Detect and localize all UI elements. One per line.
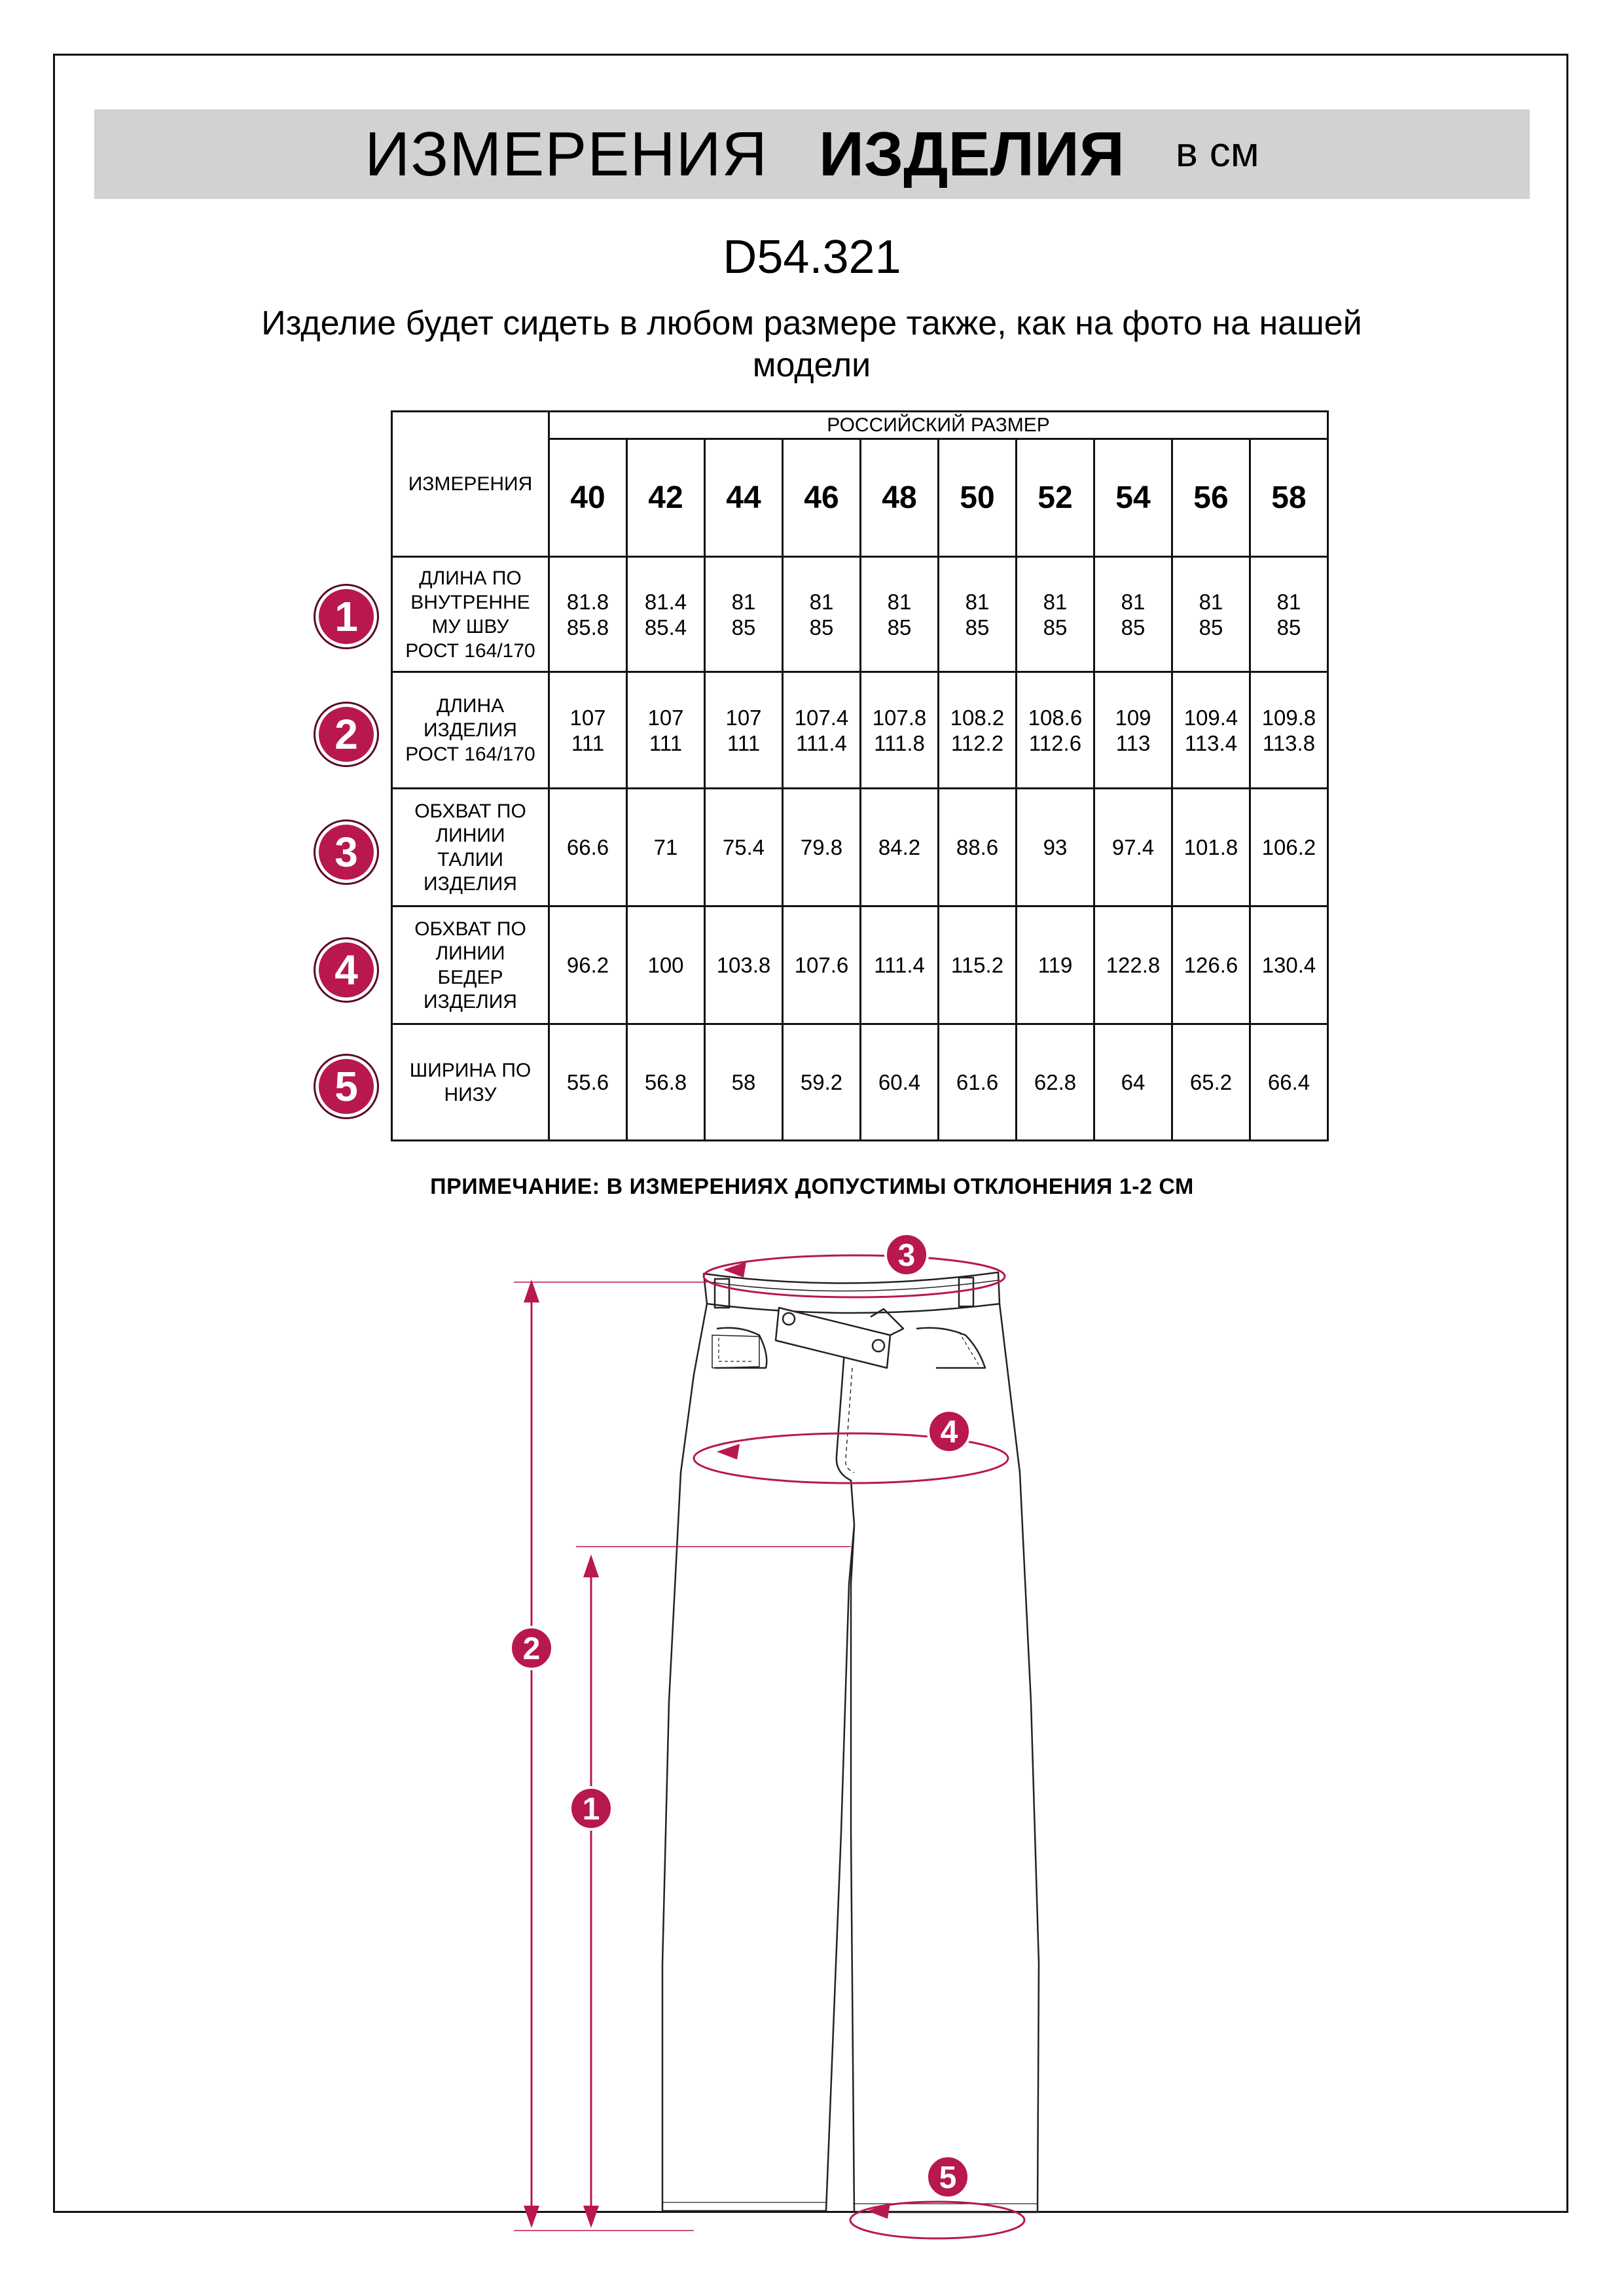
value-line: 64 bbox=[1121, 1070, 1146, 1094]
value-line: 97.4 bbox=[1111, 835, 1155, 859]
value-line: 62.8 bbox=[1034, 1070, 1077, 1094]
size-header-52: 52 bbox=[1017, 439, 1094, 557]
value-line: 103.8 bbox=[716, 953, 771, 977]
row-marker-4: 4 bbox=[316, 939, 377, 1001]
value-line: 109 bbox=[1115, 705, 1151, 730]
value-line: 81 bbox=[1199, 589, 1223, 614]
row-label-line: ЛИНИИ bbox=[435, 942, 505, 964]
value-line: 109.4 bbox=[1183, 705, 1238, 730]
row-label-line: РОСТ 164/170 bbox=[405, 639, 535, 662]
size-header-54: 54 bbox=[1094, 439, 1172, 557]
title-light: ИЗМЕРЕНИЯ bbox=[365, 118, 768, 189]
value-line: 81.8 bbox=[566, 589, 609, 614]
value-line: 85 bbox=[1199, 615, 1223, 639]
row-marker-5: 5 bbox=[316, 1056, 377, 1117]
row-label-line: ВНУТРЕННЕ bbox=[410, 591, 530, 613]
value-line: 112.6 bbox=[1028, 730, 1082, 755]
row-label-line: РОСТ 164/170 bbox=[405, 744, 535, 765]
value-line: 85 bbox=[965, 615, 990, 639]
diagram-marker-inseam-label: 1 bbox=[582, 1792, 600, 1827]
value-line: 85 bbox=[887, 615, 912, 639]
diagram-markers bbox=[511, 1234, 970, 2198]
row-label-line: ИЗДЕЛИЯ bbox=[424, 872, 517, 895]
value-line: 101.8 bbox=[1183, 835, 1238, 859]
value-line: 84.2 bbox=[878, 835, 921, 859]
value-line: 81 bbox=[731, 589, 756, 614]
row-label-line: ШИРИНА ПО bbox=[409, 1059, 532, 1081]
value-line: 81 bbox=[809, 589, 834, 614]
value-line: 81 bbox=[1043, 589, 1068, 614]
row-label-line: ИЗДЕЛИЯ bbox=[424, 990, 517, 1013]
value-line: 130.4 bbox=[1261, 953, 1316, 977]
value-line: 100 bbox=[647, 953, 684, 977]
value-line: 113 bbox=[1115, 730, 1151, 755]
row-label-line: МУ ШВУ bbox=[431, 615, 509, 637]
value-line: 115.2 bbox=[950, 953, 1004, 977]
value-line: 111 bbox=[571, 730, 605, 755]
row-label-line: ЛИНИИ bbox=[435, 824, 505, 846]
value-line: 111 bbox=[727, 730, 761, 755]
size-header-42: 42 bbox=[627, 439, 705, 557]
value-line: 85 bbox=[1276, 615, 1301, 639]
row-label-line: БЕДЕР bbox=[437, 966, 503, 988]
value-line: 66.4 bbox=[1267, 1070, 1310, 1094]
tolerance-note: ПРИМЕЧАНИЕ: В ИЗМЕРЕНИЯХ ДОПУСТИМЫ ОТКЛОНЕНИЯ 1-2 СМ bbox=[430, 1174, 1194, 1199]
value-line: 66.6 bbox=[566, 835, 609, 859]
value-line: 88.6 bbox=[956, 835, 999, 859]
value-line: 60.4 bbox=[878, 1070, 921, 1094]
row-label-line: ДЛИНА ПО bbox=[419, 567, 522, 589]
size-header-58: 58 bbox=[1250, 439, 1328, 557]
size-header-48: 48 bbox=[861, 439, 939, 557]
row-label-line: ТАЛИИ bbox=[437, 848, 503, 870]
value-line: 107 bbox=[647, 705, 684, 730]
measure-arrowheads bbox=[524, 1262, 890, 2228]
diagram-marker-length-label: 2 bbox=[522, 1632, 541, 1666]
row-label-line: ОБХВАТ ПО bbox=[414, 800, 526, 822]
value-line: 85 bbox=[731, 615, 756, 639]
value-line: 111.8 bbox=[874, 730, 925, 755]
measure-lines bbox=[514, 1255, 1024, 2238]
measure-header: ИЗМЕРЕНИЯ bbox=[392, 412, 549, 557]
value-line: 55.6 bbox=[566, 1070, 609, 1094]
value-line: 81 bbox=[965, 589, 990, 614]
value-line: 106.2 bbox=[1261, 835, 1316, 859]
trousers-outline bbox=[662, 1272, 1039, 2212]
value-line: 113.4 bbox=[1184, 730, 1238, 755]
value-line: 108.6 bbox=[1028, 705, 1083, 730]
value-line: 81 bbox=[887, 589, 912, 614]
row-label-line: ИЗДЕЛИЯ bbox=[424, 719, 517, 741]
title-bold: ИЗДЕЛИЯ bbox=[819, 118, 1125, 189]
value-line: 61.6 bbox=[956, 1070, 999, 1094]
value-line: 107.4 bbox=[794, 705, 849, 730]
value-line: 81.4 bbox=[644, 589, 687, 614]
value-line: 65.2 bbox=[1189, 1070, 1233, 1094]
diagram-marker-waist-label: 3 bbox=[897, 1238, 916, 1273]
value-line: 85.8 bbox=[566, 615, 609, 639]
value-line: 107.8 bbox=[872, 705, 927, 730]
size-group-header: РОССИЙСКИЙ РАЗМЕР bbox=[549, 412, 1328, 439]
row-label-line: ДЛИНА bbox=[436, 695, 505, 717]
value-line: 109.8 bbox=[1261, 705, 1316, 730]
value-line: 113.8 bbox=[1262, 730, 1316, 755]
diagram-marker-hem bbox=[927, 2156, 969, 2198]
title-unit: в см bbox=[1175, 128, 1259, 175]
value-line: 111 bbox=[649, 730, 683, 755]
value-line: 107 bbox=[569, 705, 606, 730]
diagram-marker-waist bbox=[886, 1234, 928, 1276]
value-line: 79.8 bbox=[800, 835, 843, 859]
value-line: 56.8 bbox=[644, 1070, 687, 1094]
size-header-56: 56 bbox=[1172, 439, 1250, 557]
value-line: 119 bbox=[1038, 953, 1073, 977]
value-line: 126.6 bbox=[1183, 953, 1238, 977]
row-marker-2: 2 bbox=[316, 704, 377, 765]
value-line: 112.2 bbox=[950, 730, 1004, 755]
value-line: 81 bbox=[1121, 589, 1146, 614]
value-line: 111.4 bbox=[874, 953, 925, 977]
value-line: 81 bbox=[1276, 589, 1301, 614]
row-label-line: НИЗУ bbox=[444, 1083, 497, 1105]
value-line: 58 bbox=[731, 1070, 756, 1094]
diagram-marker-hip-label: 4 bbox=[940, 1415, 958, 1450]
value-line: 96.2 bbox=[566, 953, 609, 977]
value-line: 85 bbox=[1121, 615, 1146, 639]
diagram-marker-hem-label: 5 bbox=[939, 2161, 957, 2195]
value-line: 85.4 bbox=[644, 615, 687, 639]
size-header-46: 46 bbox=[783, 439, 861, 557]
size-header-50: 50 bbox=[939, 439, 1017, 557]
row-marker-1: 1 bbox=[316, 586, 377, 647]
fit-description: Изделие будет сидеть в любом размере также, как на фото на нашей модели bbox=[261, 304, 1362, 384]
value-line: 59.2 bbox=[800, 1070, 843, 1094]
value-line: 108.2 bbox=[950, 705, 1005, 730]
value-line: 85 bbox=[809, 615, 834, 639]
size-header-40: 40 bbox=[549, 439, 627, 557]
value-line: 122.8 bbox=[1106, 953, 1161, 977]
value-line: 107 bbox=[725, 705, 762, 730]
value-line: 111.4 bbox=[796, 730, 847, 755]
row-marker-3: 3 bbox=[316, 821, 377, 883]
value-line: 71 bbox=[653, 835, 678, 859]
diagram-marker-inseam bbox=[570, 1787, 612, 1829]
value-line: 93 bbox=[1043, 835, 1068, 859]
value-line: 75.4 bbox=[722, 835, 765, 859]
diagram-marker-hip bbox=[928, 1410, 970, 1452]
row-label-line: ОБХВАТ ПО bbox=[414, 918, 526, 940]
value-line: 107.6 bbox=[794, 953, 849, 977]
size-header-44: 44 bbox=[705, 439, 783, 557]
article-number: D54.321 bbox=[723, 231, 901, 283]
value-line: 85 bbox=[1043, 615, 1068, 639]
diagram-marker-length bbox=[511, 1627, 552, 1669]
